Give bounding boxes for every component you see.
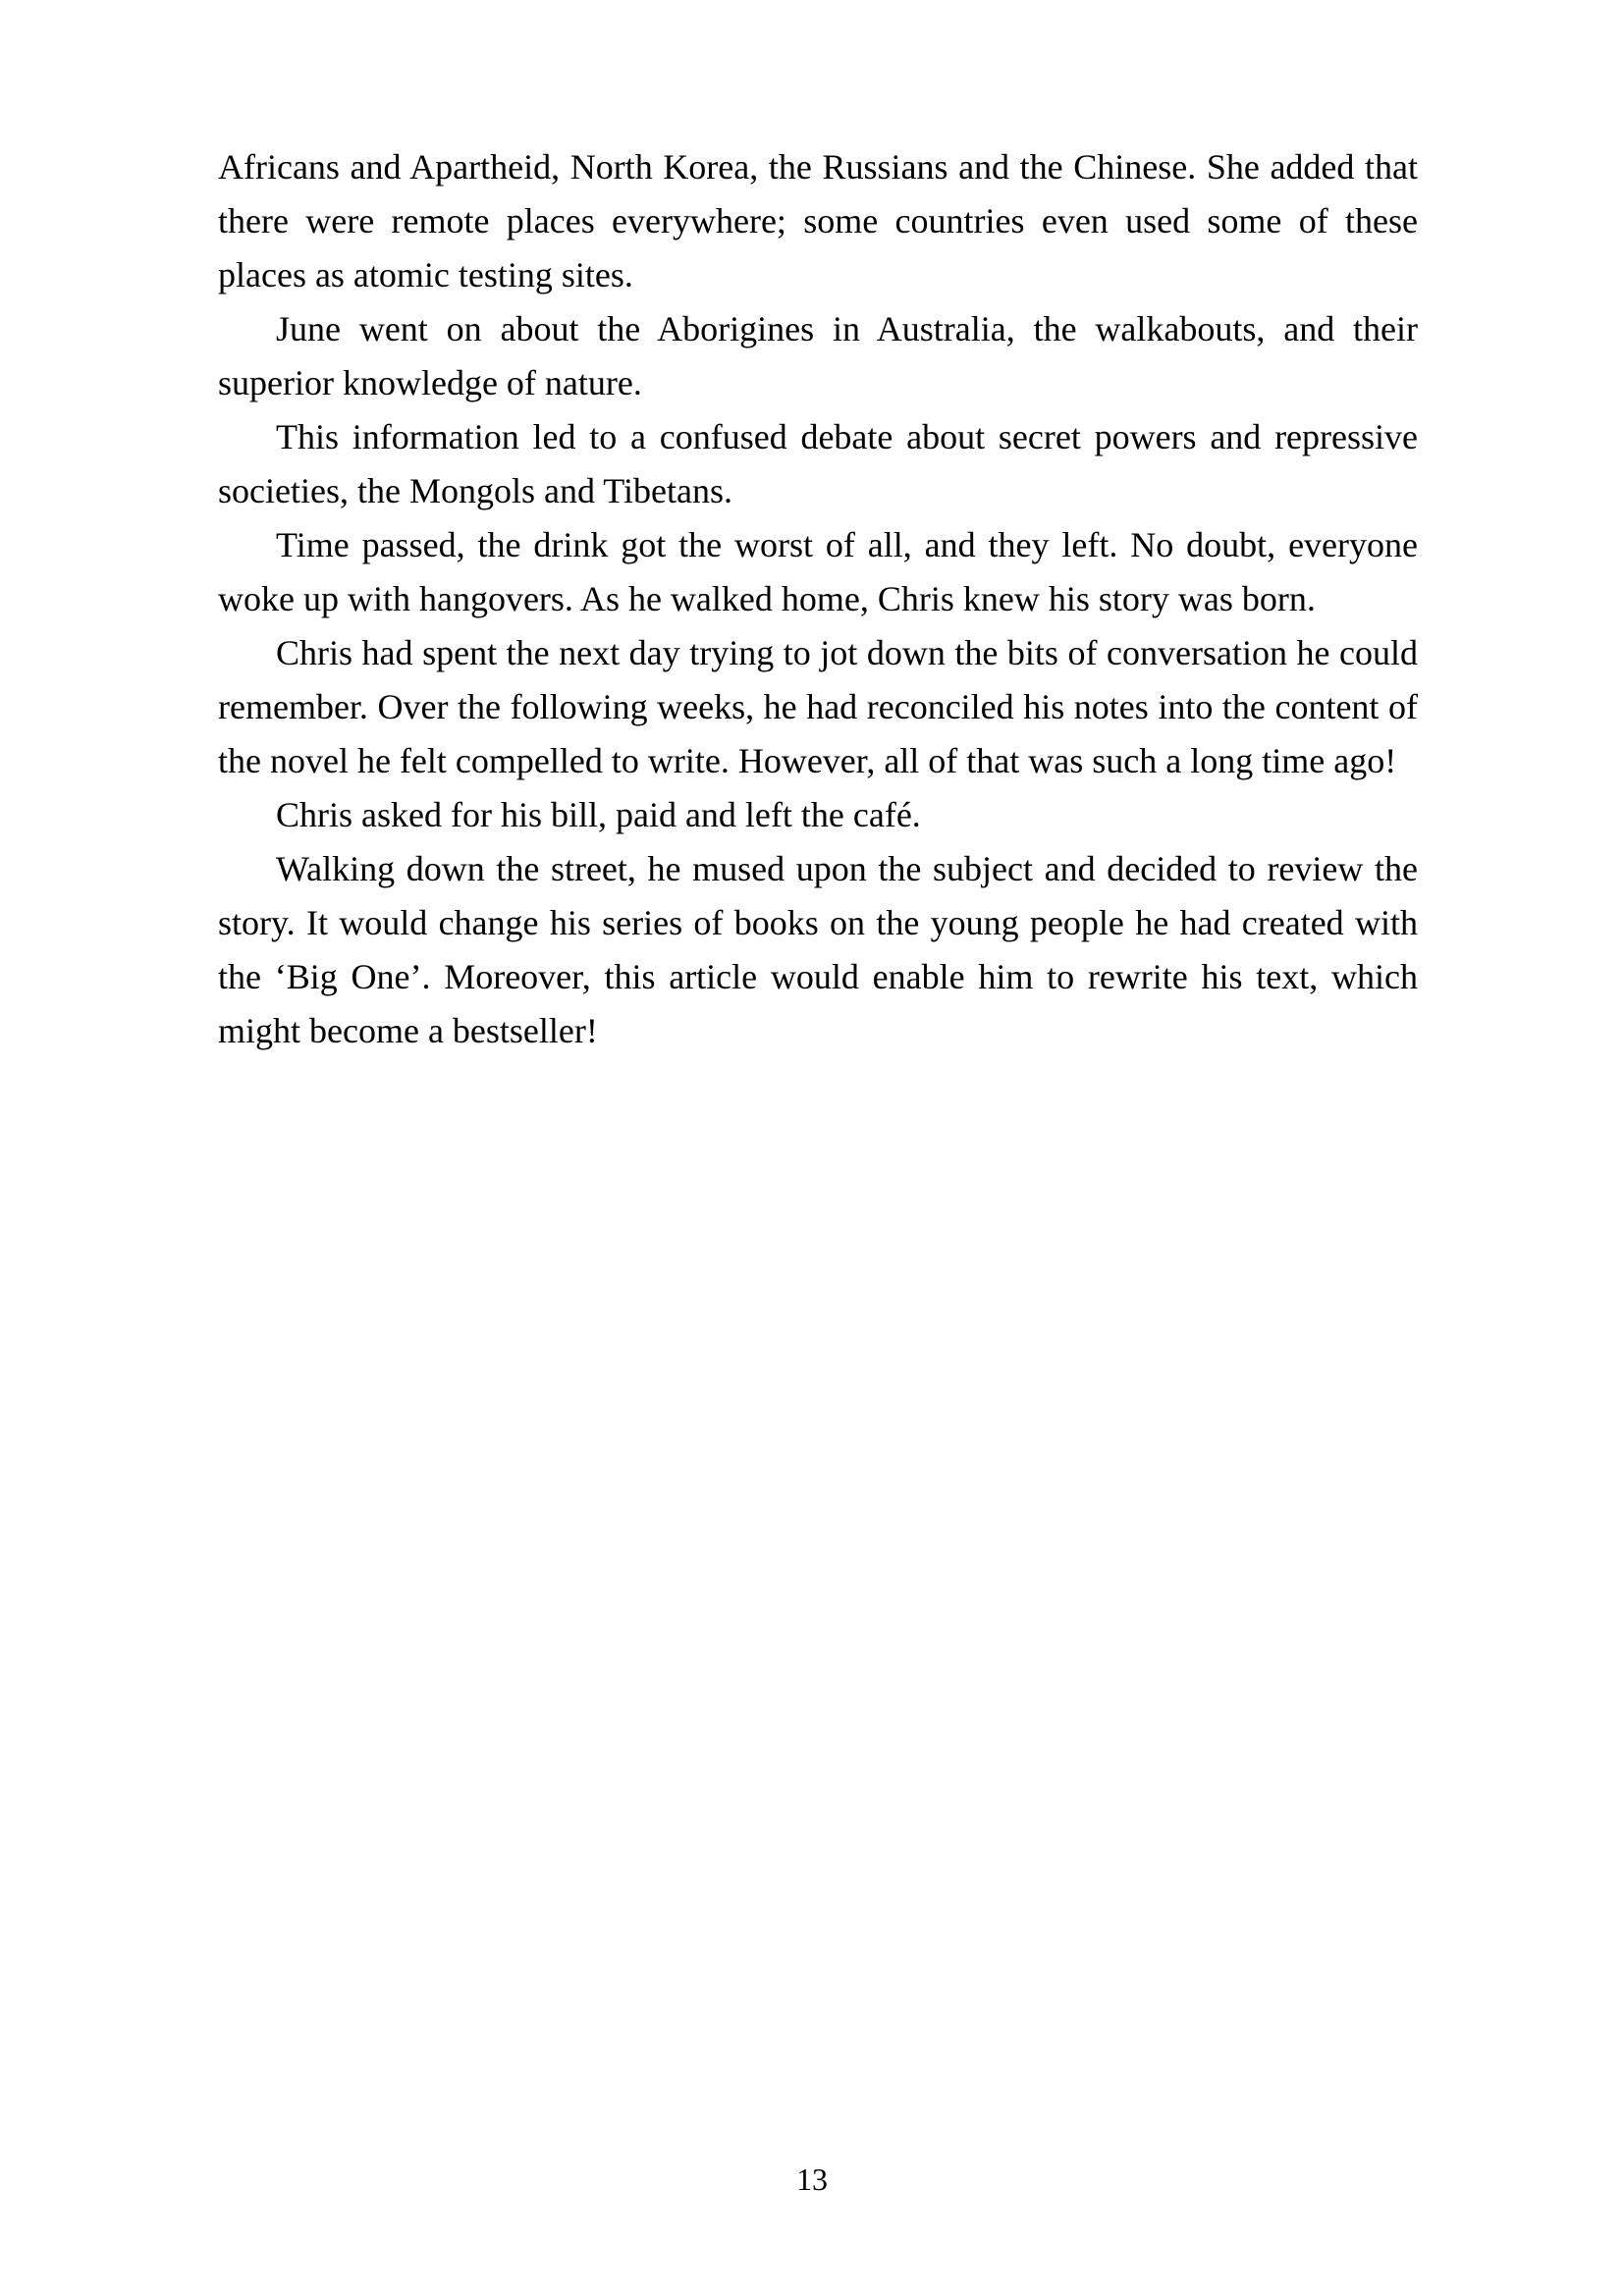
paragraph: Chris had spent the next day trying to jot down the bits of conversation he could remember. Over the following weeks, he had reconciled his notes into the content of the novel he felt compelled to write. However, all of that was such a long time ago!	[218, 633, 1418, 780]
paragraph: Walking down the street, he mused upon the subject and decided to review the story. It would change his series of books on the young people he had created with the ‘Big One’. Moreover, this article would enable him to rewrite his text, which might become a bestseller!	[218, 849, 1418, 1050]
paragraph: Chris asked for his bill, paid and left the café.	[276, 795, 921, 834]
paragraph-continued: Africans and Apartheid, North Korea, the Russians and the Chinese. She added that there were remote places everywhere; some countries even used some of these places as atomic testing sites.	[218, 147, 1418, 294]
page-body	[218, 140, 1418, 1058]
paragraph: This information led to a confused debate about secret powers and repressive societies, the Mongols and Tibetans.	[218, 417, 1418, 510]
paragraph: June went on about the Aborigines in Australia, the walkabouts, and their superior knowledge of nature.	[218, 309, 1418, 402]
paragraph: Time passed, the drink got the worst of all, and they left. No doubt, everyone woke up with hangovers. As he walked home, Chris knew his story was born.	[218, 525, 1418, 618]
page-number: 13	[796, 2162, 828, 2197]
